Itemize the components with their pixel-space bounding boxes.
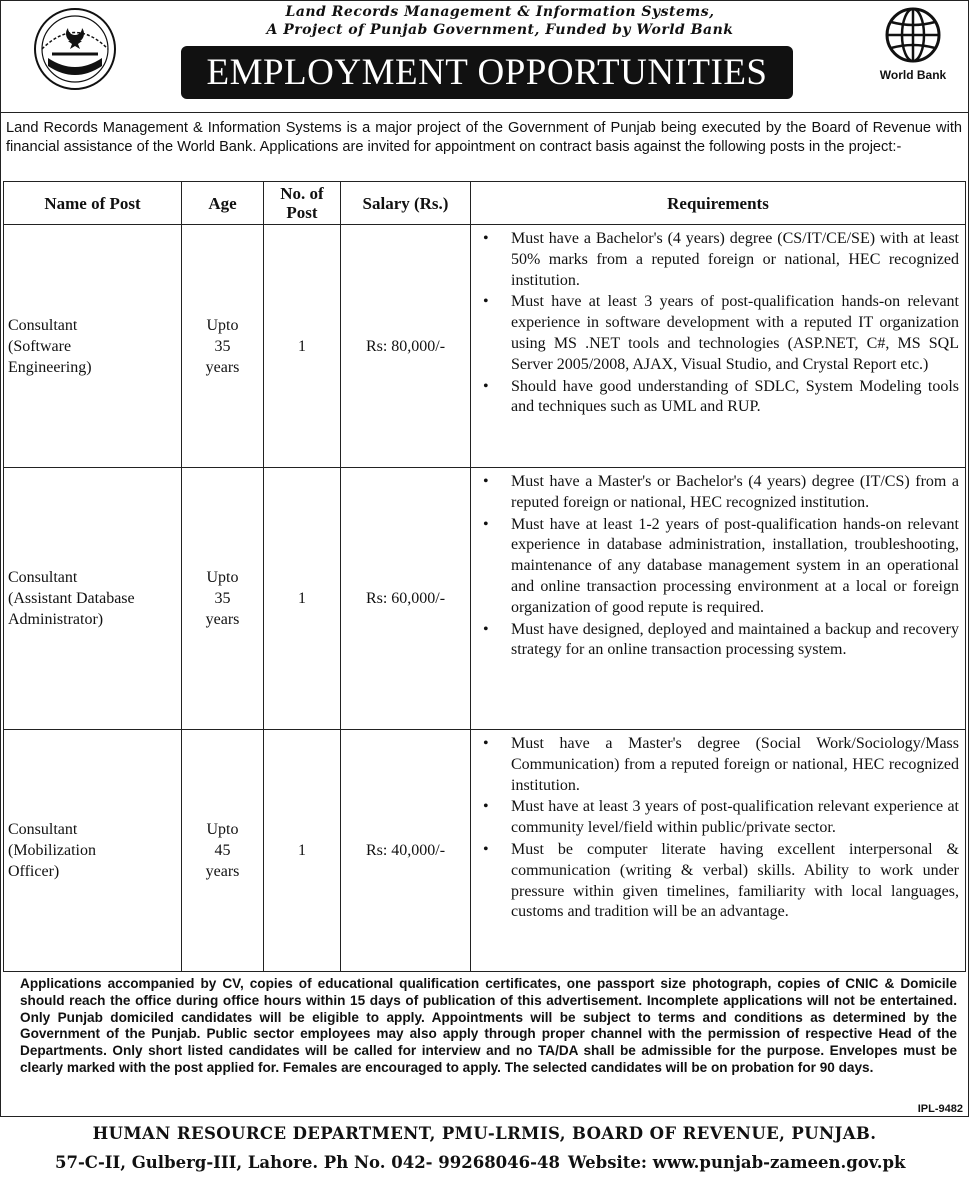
punjab-emblem-icon xyxy=(32,6,118,92)
age-line: Upto xyxy=(206,316,239,334)
header-line-2: A Project of Punjab Government, Funded by World Bank xyxy=(266,22,734,38)
age-line: years xyxy=(205,358,240,376)
post-name-line: Consultant xyxy=(8,569,78,586)
age-cell xyxy=(182,225,264,468)
posts-count-cell: 1 xyxy=(264,730,341,972)
age-line: 35 xyxy=(214,590,231,607)
requirements-list xyxy=(477,229,959,418)
requirement-item: • Should have good understanding of SDLC, System Modeling tools and techniques such as UML and RUP. xyxy=(477,377,959,419)
requirement-item: • Must have at least 3 years of post-qualification hands-on relevant experience in software development with a reputed IT organization using MS .NET tools and technologies (ASP.NET, C#, MS SQL Server 2005/2008, AJAX, Visual Studio, and Crystal Report etc.) xyxy=(477,292,959,375)
post-name-line: (Software xyxy=(8,337,72,355)
footer-address: 57-C-II, Gulberg-III, Lahore. Ph No. 042- 99268046-48 xyxy=(55,1153,560,1172)
world-bank-label: World Bank xyxy=(879,68,947,82)
ad-code: IPL-9482 xyxy=(917,1103,963,1115)
table-header-row xyxy=(4,182,966,225)
requirement-item: • Must have a Master's or Bachelor's (4 years) degree (IT/CS) from a reputed foreign or national, HEC recognized institution. xyxy=(477,472,959,514)
salary-cell: Rs: 60,000/- xyxy=(341,468,471,730)
column-header: Name of Post xyxy=(4,182,182,225)
post-name-cell xyxy=(4,730,182,972)
globe-icon xyxy=(868,4,958,68)
age-line: 45 xyxy=(214,842,231,859)
post-name-line: Engineering) xyxy=(8,358,92,376)
age-line: Upto xyxy=(206,821,239,838)
post-name-line: Consultant xyxy=(8,821,78,838)
column-header xyxy=(264,182,341,225)
age-line: 35 xyxy=(214,337,231,355)
column-header: Requirements xyxy=(471,182,966,225)
page-title: EMPLOYMENT OPPORTUNITIES xyxy=(181,46,793,99)
age-line: years xyxy=(205,863,240,880)
requirements-list xyxy=(477,472,959,661)
requirements-cell xyxy=(471,225,966,468)
salary-cell: Rs: 40,000/- xyxy=(341,730,471,972)
application-terms: Applications accompanied by CV, copies of educational qualification certificates, one passport size photograph, copies of CNIC & Domicile should reach the office during office hours within 15 days of publication of this advertisement. Incomplete applications will not be entertained. Only Punjab domiciled candidates will be eligible to apply. Appointments will be subject to terms and conditions as determined by the Government of the Punjab. Public sector employees may also apply through proper channel with the permission of respective Head of the Departments. Only short listed candidates will be called for interview and no TA/DA shall be admissible for the purpose. Envelopes must be clearly marked with the post applied for. Females are encouraged to apply. The selected candidates will be on probation for 90 days. xyxy=(20,976,957,1075)
requirement-item: • Must have a Master's degree (Social Work/Sociology/Mass Communication) from a reputed foreign or national, HEC recognized institution. xyxy=(477,734,959,796)
table-row xyxy=(4,225,966,468)
requirements-cell xyxy=(471,730,966,972)
posts-table xyxy=(3,181,966,972)
requirements-cell xyxy=(471,468,966,730)
requirement-item: • Must be computer literate having excellent interpersonal & communication (writing & verbal) skills. Ability to work under pressure within given timelines, familiarity with local languages, customs and tradition will be an advantage. xyxy=(477,840,959,923)
requirement-item: • Must have at least 1-2 years of post-qualification hands-on relevant experience in database administration, installation, troubleshooting, maintenance of any database management system in an operational and online transaction processing environment at a local or foreign organization of good repute is required. xyxy=(477,515,959,619)
posts-count-cell: 1 xyxy=(264,225,341,468)
header-divider xyxy=(0,112,969,113)
column-header-no-of-post: No. of Post xyxy=(280,184,324,222)
posts-count-cell: 1 xyxy=(264,468,341,730)
age-cell xyxy=(182,730,264,972)
post-name-line: (Mobilization xyxy=(8,842,96,859)
footer-website: Website: www.punjab-zameen.gov.pk xyxy=(568,1153,906,1172)
requirement-item: • Must have a Bachelor's (4 years) degree (CS/IT/CE/SE) with at least 50% marks from a reputed foreign or national, HEC recognized institution. xyxy=(477,229,959,291)
post-name-line: Officer) xyxy=(8,863,60,880)
column-header: Age xyxy=(182,182,264,225)
footer-department: HUMAN RESOURCE DEPARTMENT, PMU-LRMIS, BOARD OF REVENUE, PUNJAB. xyxy=(92,1124,877,1143)
table-row xyxy=(4,468,966,730)
post-name-line: Consultant xyxy=(8,316,78,334)
requirement-item: • Must have designed, deployed and maintained a backup and recovery strategy for an online transaction processing system. xyxy=(477,620,959,662)
post-name-line: Administrator) xyxy=(8,611,104,628)
post-name-cell xyxy=(4,225,182,468)
column-header: Salary (Rs.) xyxy=(341,182,471,225)
header xyxy=(0,0,969,114)
requirements-list xyxy=(477,734,959,923)
post-name-line: (Assistant Database xyxy=(8,590,135,607)
age-line: years xyxy=(205,611,240,628)
header-line-1: Land Records Management & Information Systems, xyxy=(285,4,715,20)
requirement-item: • Must have at least 3 years of post-qualification relevant experience at community level/field within public/private sector. xyxy=(477,797,959,839)
world-bank-logo xyxy=(868,4,958,92)
intro-paragraph: Land Records Management & Information Systems is a major project of the Government of Punjab being executed by the Board of Revenue with financial assistance of the World Bank. Applications are invited for appointment on contract basis against the following posts in the project:- xyxy=(6,120,962,155)
post-name-cell xyxy=(4,468,182,730)
table-row xyxy=(4,730,966,972)
age-cell xyxy=(182,468,264,730)
salary-cell: Rs: 80,000/- xyxy=(341,225,471,468)
age-line: Upto xyxy=(206,569,239,586)
